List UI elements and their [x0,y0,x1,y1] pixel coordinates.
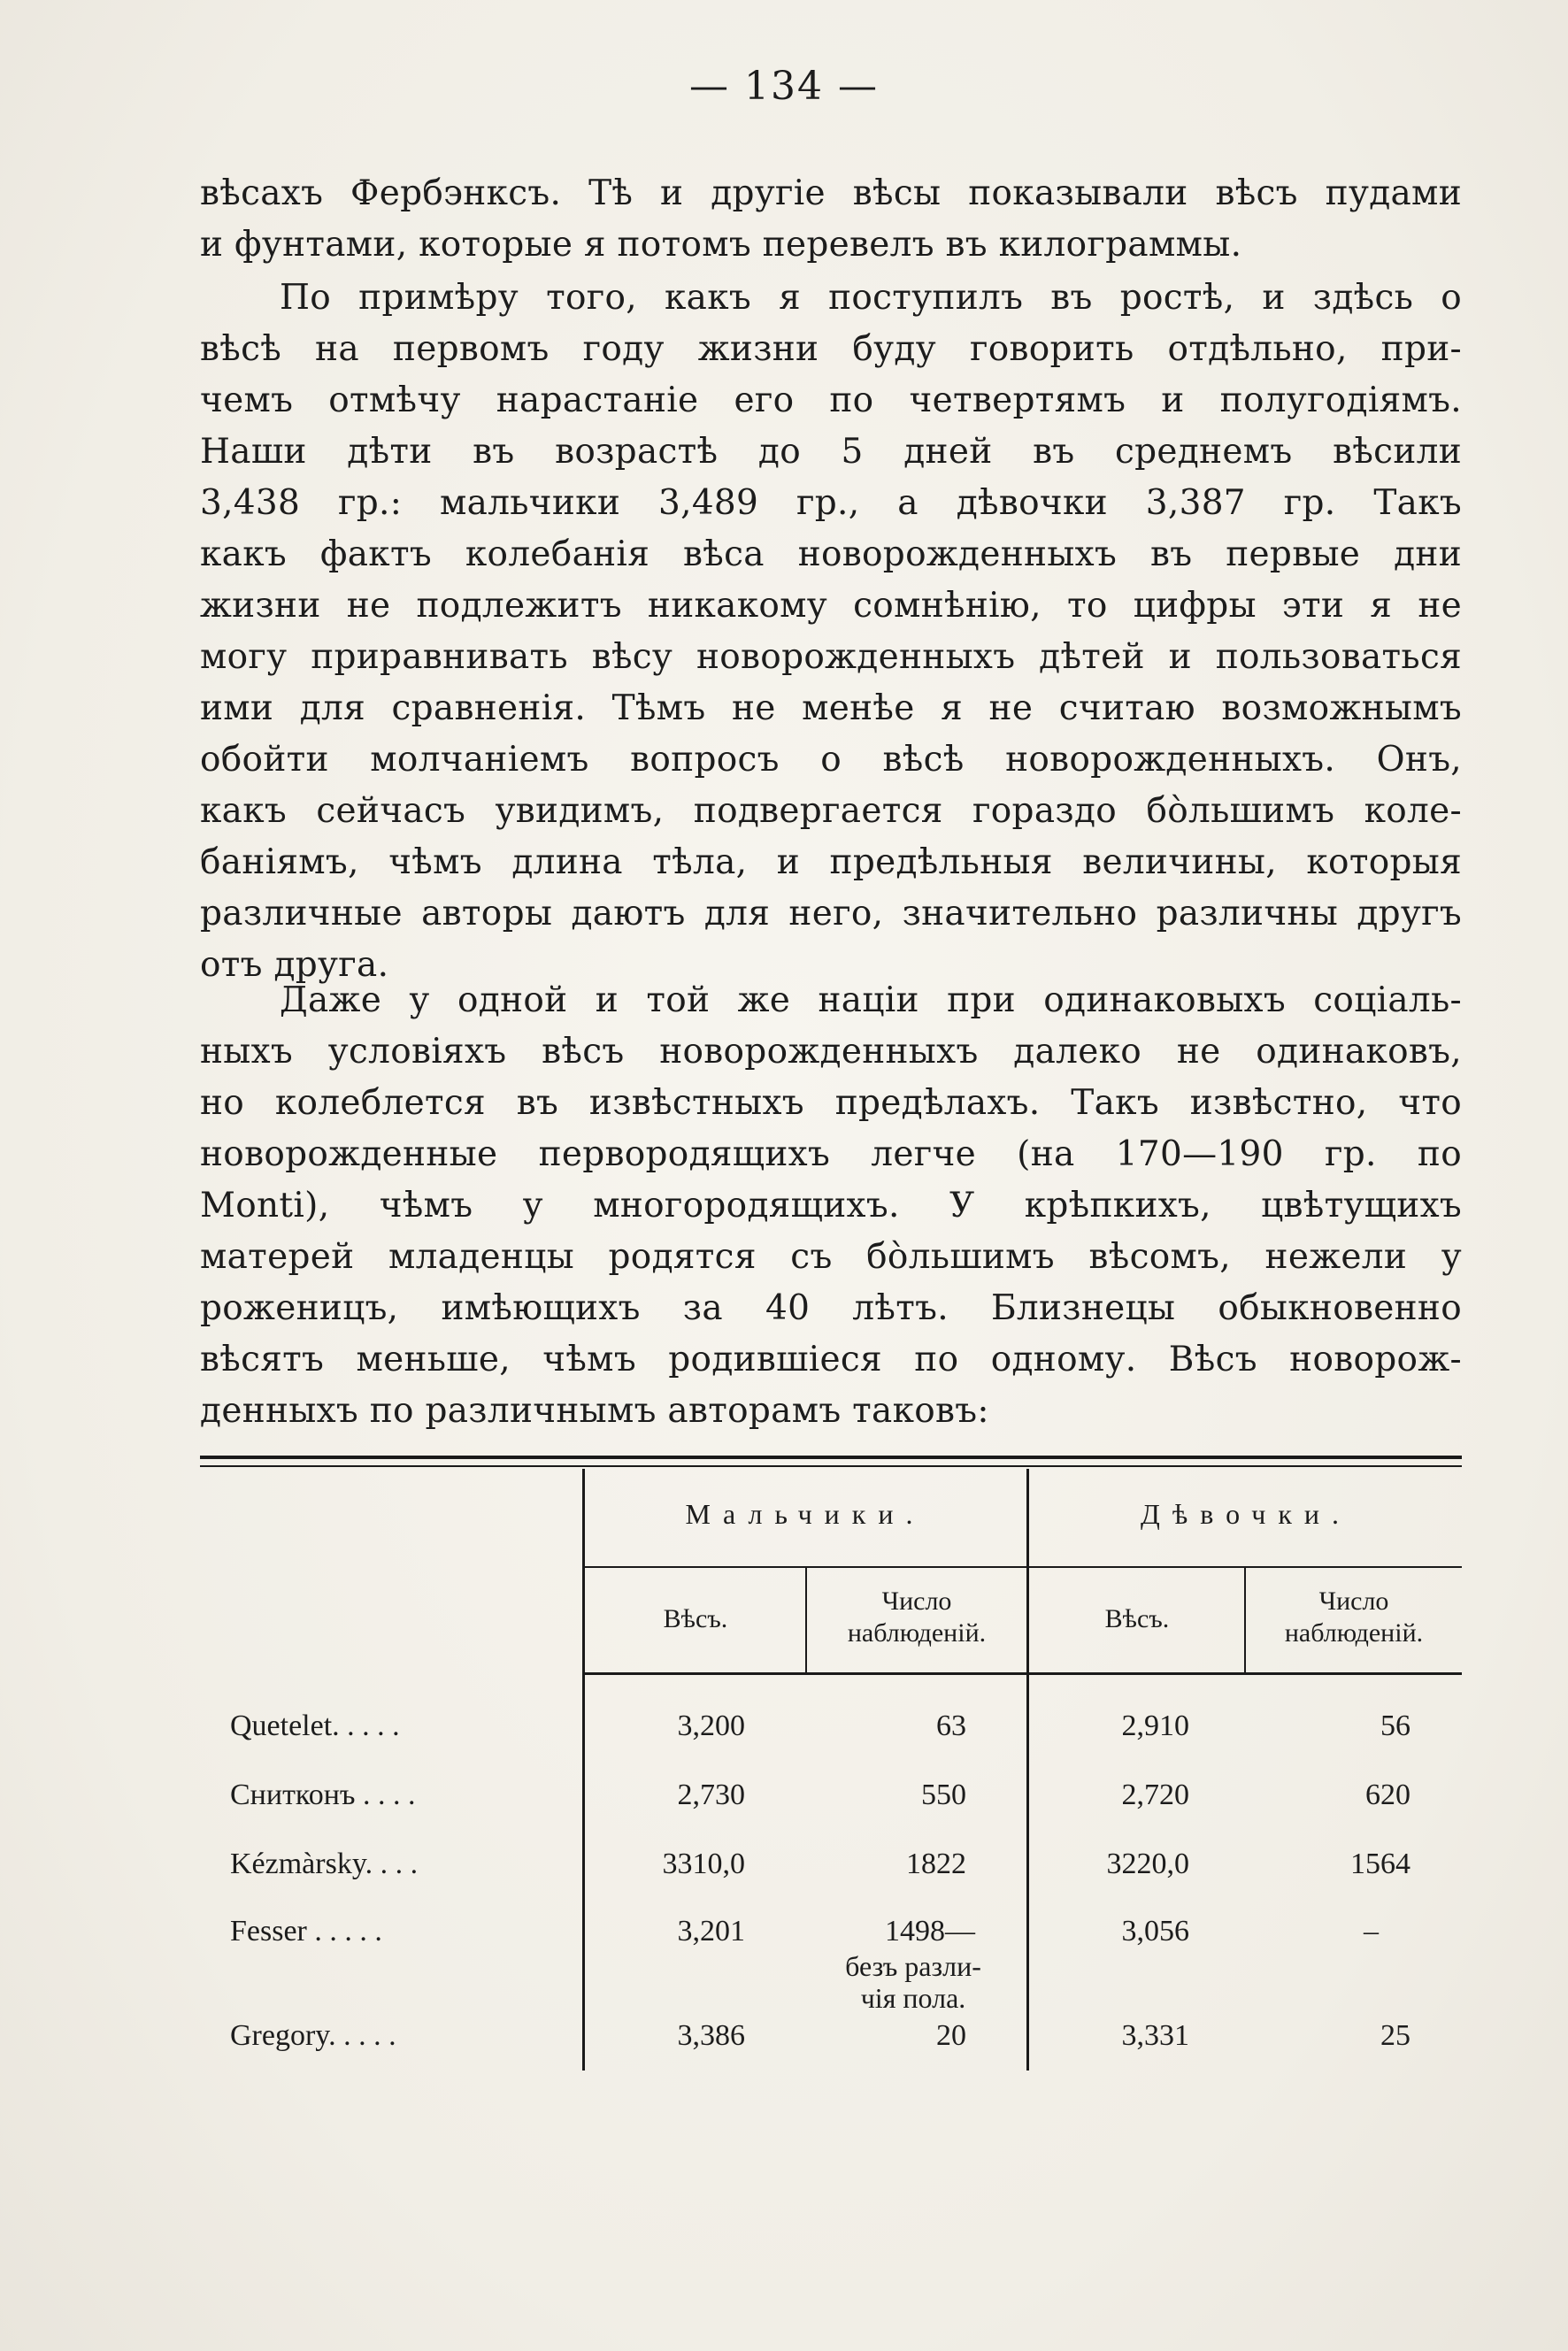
boys-count: 1498— [885,1915,975,1948]
text-line: Наши дѣти въ возрастѣ до 5 дней въ среднемъ вѣсили [200,432,1462,472]
text-line: различные авторы даютъ для него, значительно различны другъ [200,894,1462,933]
note-line: безъ разли- [845,1950,981,1982]
header-count-line: наблюденій. [1284,1618,1424,1648]
header-count-line: Число [1318,1587,1389,1616]
text-line: вѣсахъ Фербэнксъ. Тѣ и другіе вѣсы показывали вѣсъ пудами [200,173,1462,213]
table-group-rule [584,1566,1462,1568]
text-line: По примѣру того, какъ я поступилъ въ ростѣ, и здѣсь о [280,278,1462,318]
table-column-rule [1026,1469,1029,2071]
author-name: Kézmàrsky. . . . [230,1848,419,1880]
girls-count: 1564 [1350,1848,1410,1880]
text-line: и фунтами, которые я потомъ перевелъ въ килограммы. [200,225,1242,265]
boys-weight: 3310,0 [662,1848,745,1880]
text-line: Даже у одной и той же націи при одинаковыхъ соціаль- [280,980,1462,1020]
table-column-rule [582,1469,585,2071]
header-count-line: наблюденій. [847,1618,987,1648]
author-name: Quetelet. . . . . [230,1709,400,1742]
boys-count: 20 [936,2019,966,2052]
girls-weight: 2,720 [1121,1779,1189,1811]
header-boys-weight: Вѣсъ. [663,1604,728,1633]
paragraph-1 [200,168,1462,271]
author-name: Снитконъ . . . . [230,1779,416,1811]
text-line: отъ друга. [200,945,389,985]
author-name: Gregory. . . . . [230,2019,396,2052]
girls-count: 620 [1365,1779,1410,1811]
text-line: вѣсѣ на первомъ году жизни буду говорить отдѣльно, при- [200,329,1462,369]
header-boys: Мальчики. [685,1498,926,1530]
table-header-rule [584,1672,1462,1675]
note-line: чія пола. [860,1982,966,2014]
text-line: роженицъ, имѣющихъ за 40 лѣтъ. Близнецы обыкновенно [200,1288,1462,1328]
girls-weight: 3220,0 [1106,1848,1189,1880]
text-line: какъ фактъ колебанія вѣса новорожденныхъ въ первые дни [200,534,1462,574]
boys-weight: 3,201 [677,1915,745,1948]
girls-weight: 2,910 [1121,1709,1189,1742]
text-line: вѣсятъ меньше, чѣмъ родившіеся по одному. Вѣсъ новорож- [200,1340,1462,1379]
text-line: 3,438 гр.: мальчики 3,489 гр., а дѣвочки 3,387 гр. Такъ [200,483,1462,523]
table-top-rule [200,1456,1462,1459]
text-line: денныхъ по различнымъ авторамъ таковъ: [200,1391,989,1431]
paragraph-3 [200,975,1462,1437]
boys-count-note [807,1950,1019,2014]
text-line: обойти молчаніемъ вопросъ о вѣсѣ новорожденныхъ. Онъ, [200,740,1462,780]
text-line: ими для сравненія. Тѣмъ не менѣе я не считаю возможнымъ [200,688,1462,728]
girls-weight: 3,331 [1121,2019,1189,2052]
girls-count: 25 [1380,2019,1410,2052]
header-girls: Дѣвочки. [1140,1498,1352,1530]
text-line: матерей младенцы родятся съ бо̀льшимъ вѣсомъ, нежели у [200,1237,1462,1277]
header-count-line: Число [881,1587,952,1616]
text-line: какъ сейчасъ увидимъ, подвергается гораздо бо̀льшимъ коле- [200,791,1462,831]
boys-weight: 3,386 [677,2019,745,2052]
text-line: новорожденные первородящихъ легче (на 170—190 гр. по [200,1134,1462,1174]
paragraph-2 [200,273,1462,991]
girls-count: 56 [1380,1709,1410,1742]
boys-count: 63 [936,1709,966,1742]
header-girls-count [1246,1586,1462,1649]
table-top-rule [200,1465,1462,1467]
header-boys-count [807,1586,1026,1649]
page-number: — 134 — [689,64,879,109]
text-line: Monti), чѣмъ у многородящихъ. У крѣпкихъ, цвѣтущихъ [200,1186,1462,1225]
boys-count: 1822 [906,1848,966,1880]
text-line: ныхъ условіяхъ вѣсъ новорожденныхъ далеко не одинаковъ, [200,1032,1462,1072]
header-girls-weight: Вѣсъ. [1104,1604,1170,1633]
text-line: могу приравнивать вѣсу новорожденныхъ дѣтей и пользоваться [200,637,1462,677]
boys-count: 550 [921,1779,966,1811]
author-name: Fesser . . . . . [230,1915,382,1948]
girls-weight: 3,056 [1121,1915,1189,1948]
boys-weight: 3,200 [677,1709,745,1742]
text-line: баніямъ, чѣмъ длина тѣла, и предѣльныя величины, которыя [200,842,1462,882]
text-line: чемъ отмѣчу нарастаніе его по четвертямъ и полугодіямъ. [200,380,1462,420]
girls-count: – [1364,1915,1379,1948]
text-line: жизни не подлежитъ никакому сомнѣнію, то цифры эти я не [200,586,1462,626]
text-line: но колеблется въ извѣстныхъ предѣлахъ. Такъ извѣстно, что [200,1083,1462,1123]
boys-weight: 2,730 [677,1779,745,1811]
